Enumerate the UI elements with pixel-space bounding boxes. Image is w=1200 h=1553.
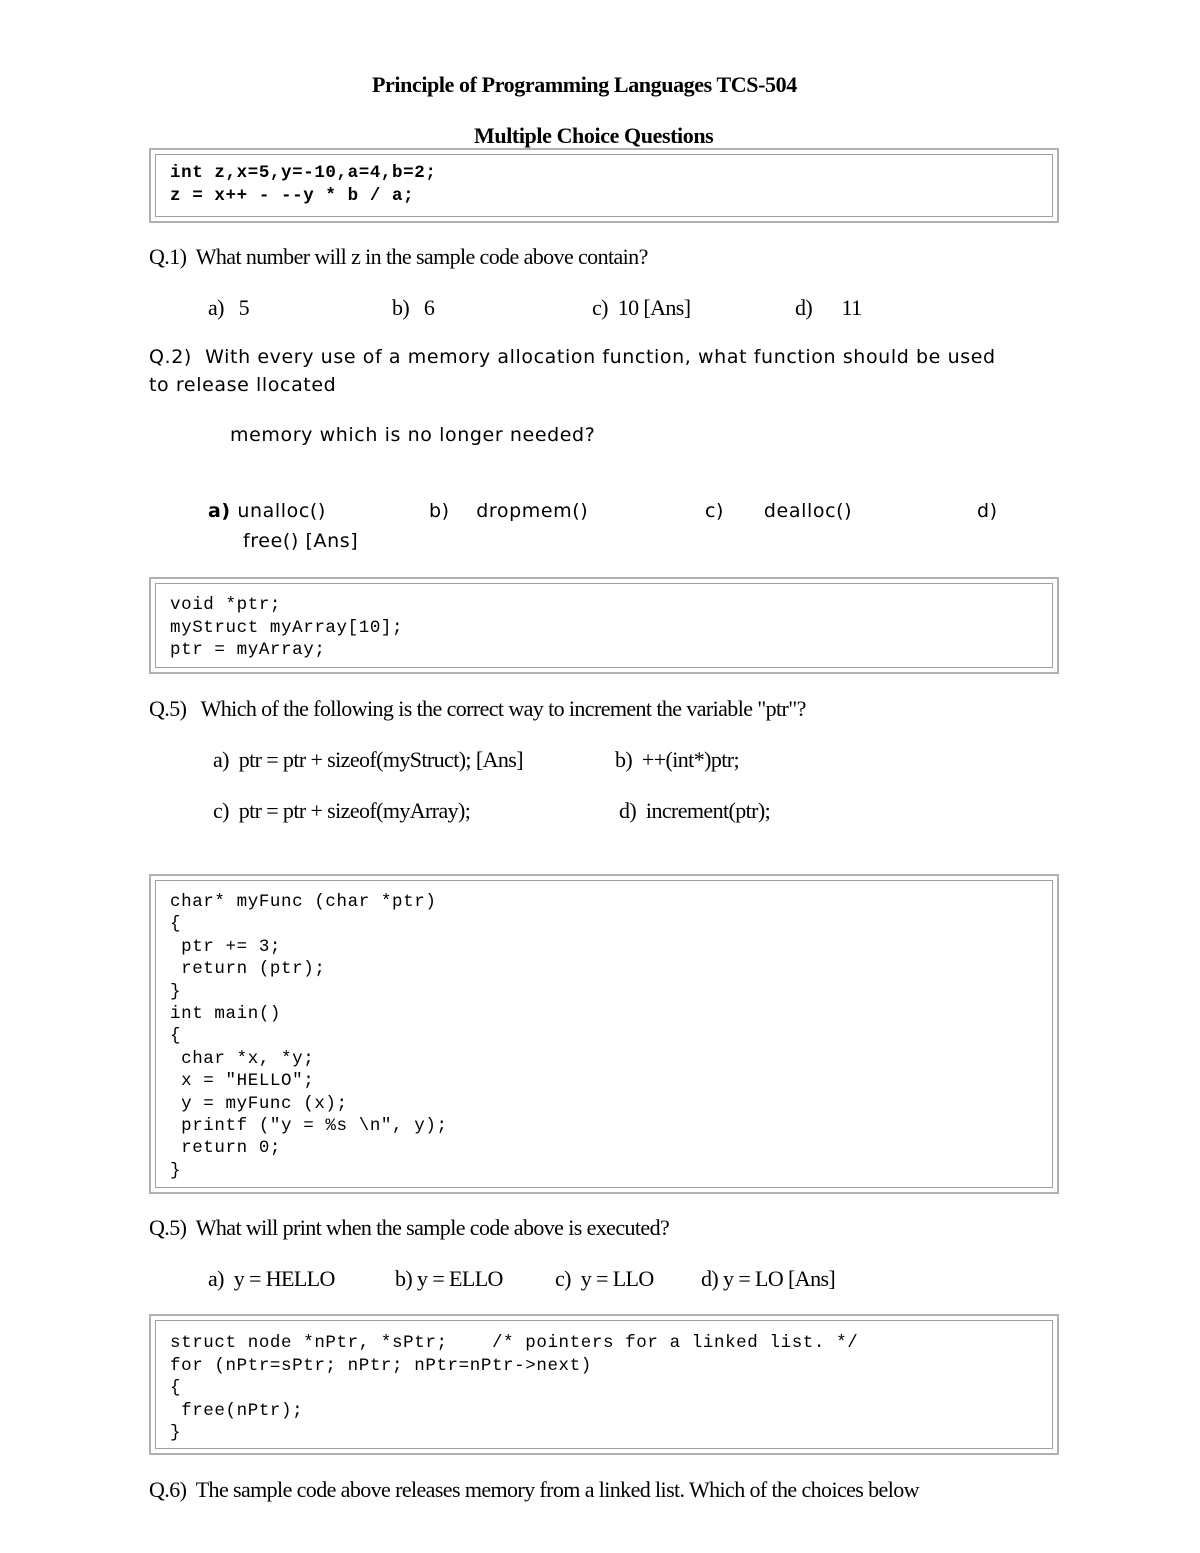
question-6: Q.6) The sample code above releases memory from a linked list. Which of the choices below xyxy=(149,1477,919,1502)
code-block-1 xyxy=(149,148,1059,223)
q5b-option-c: c) y = LLO xyxy=(555,1266,654,1291)
q5b-option-d: d) y = LO [Ans] xyxy=(701,1266,836,1291)
question-2-line-2: to release llocated xyxy=(149,374,337,396)
q2-option-b: b) dropmem() xyxy=(429,500,589,522)
q1-option-a: a) 5 xyxy=(208,295,249,320)
q2-option-d: d) xyxy=(977,500,998,522)
q5a-option-d: d) increment(ptr); xyxy=(619,798,771,823)
code-block-2 xyxy=(149,577,1059,674)
code-block-3 xyxy=(149,874,1059,1194)
q5b-option-a: a) y = HELLO xyxy=(208,1266,335,1291)
question-5a: Q.5) Which of the following is the correct way to increment the variable "ptr"? xyxy=(149,696,806,721)
code-block-3-text: char* myFunc (char *ptr) { ptr += 3; return (ptr); } int main() { char *x, *y; x = "HELLO"; y = myFunc (x); printf ("y = %s \n", y); return 0; } xyxy=(170,892,448,1181)
code-block-1-text: int z,x=5,y=-10,a=4,b=2; z = x++ - --y * b / a; xyxy=(170,163,437,206)
code-block-4-text: struct node *nPtr, *sPtr; /* pointers for a linked list. */ for (nPtr=sPtr; nPtr; nPtr=nPtr->next) { free(nPtr); } xyxy=(170,1333,859,1443)
q5a-option-b: b) ++(int*)ptr; xyxy=(615,747,739,772)
q2-option-a-label: a) xyxy=(208,500,231,522)
document-subtitle: Multiple Choice Questions xyxy=(474,123,714,148)
code-block-2-text: void *ptr; myStruct myArray[10]; ptr = myArray; xyxy=(170,595,404,660)
q1-option-b: b) 6 xyxy=(392,295,435,320)
q2-option-a xyxy=(208,500,326,522)
question-5b: Q.5) What will print when the sample code above is executed? xyxy=(149,1215,670,1240)
q1-option-c: c) 10 [Ans] xyxy=(592,295,691,320)
q2-option-a-text: unalloc() xyxy=(230,500,326,522)
q2-option-c: c) dealloc() xyxy=(705,500,853,522)
q5a-option-c: c) ptr = ptr + sizeof(myArray); xyxy=(213,798,471,823)
document-title: Principle of Programming Languages TCS-504 xyxy=(372,72,797,97)
code-block-4 xyxy=(149,1314,1059,1455)
q1-option-d: d) 11 xyxy=(795,295,862,320)
q2-option-d-text: free() [Ans] xyxy=(243,530,359,552)
q5b-option-b: b) y = ELLO xyxy=(395,1266,503,1291)
q5a-option-a: a) ptr = ptr + sizeof(myStruct); [Ans] xyxy=(213,747,523,772)
question-1: Q.1) What number will z in the sample code above contain? xyxy=(149,244,648,269)
question-2-line-1: Q.2) With every use of a memory allocation function, what function should be used xyxy=(149,346,996,368)
question-2-line-3: memory which is no longer needed? xyxy=(230,424,596,446)
